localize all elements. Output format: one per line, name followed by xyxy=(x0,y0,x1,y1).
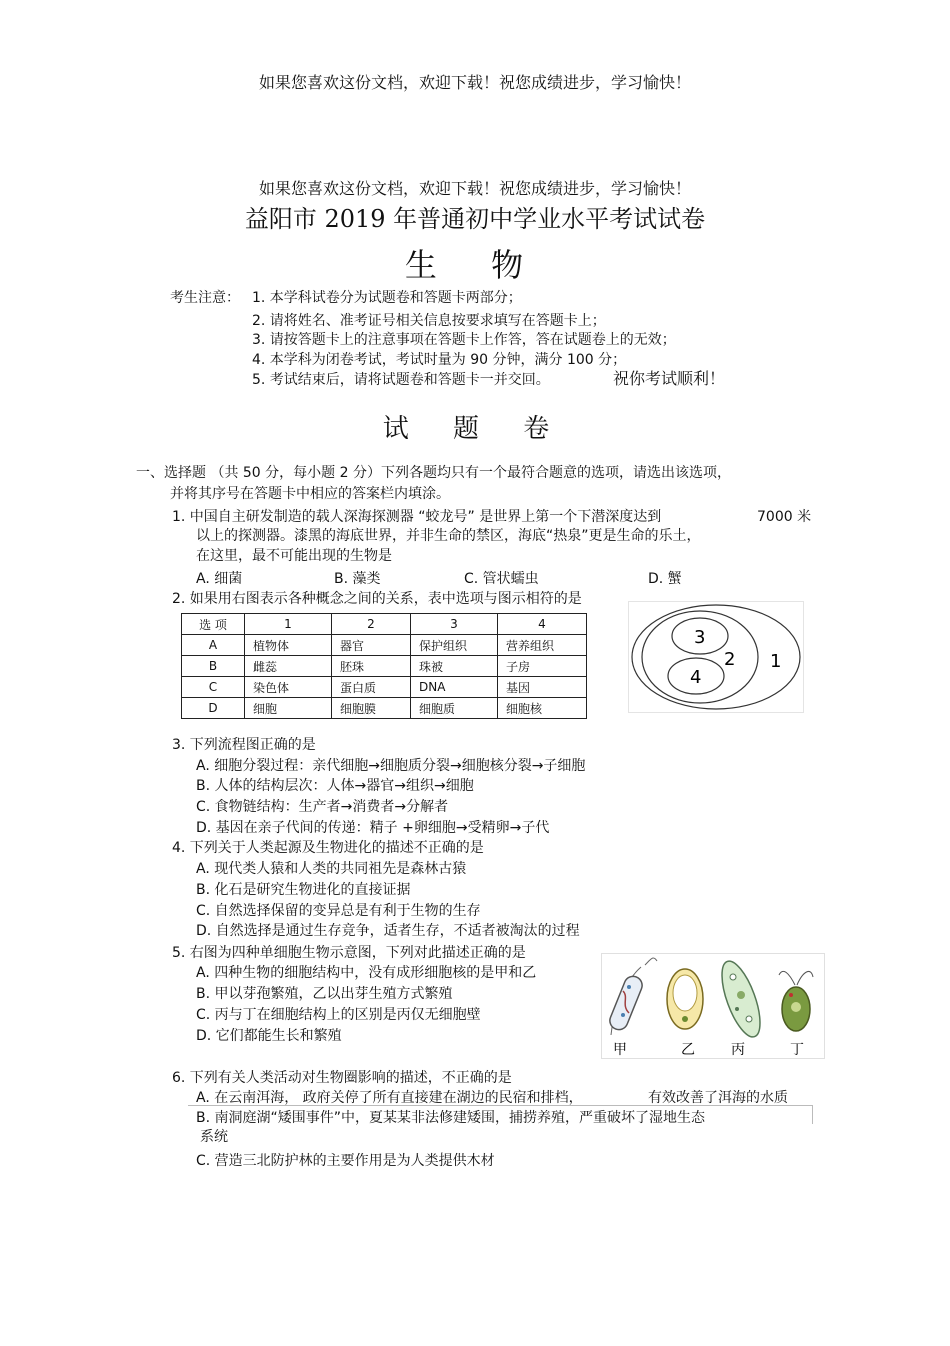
table-cell: 细胞膜 xyxy=(332,698,411,719)
table-cell: 子房 xyxy=(498,656,587,677)
table-cell: 保护组织 xyxy=(411,635,498,656)
q3-option-a: A. 细胞分裂过程：亲代细胞→细胞质分裂→细胞核分裂→子细胞 xyxy=(196,758,586,774)
notice-item-3: 3. 请按答题卡上的注意事项在答题卡上作答，答在试题卷上的无效； xyxy=(252,332,676,348)
table-cell: A xyxy=(182,635,245,656)
q1-line2: 以上的探测器。漆黑的海底世界，并非生命的禁区，海底“热泉”更是生命的乐土， xyxy=(196,528,701,544)
q3-stem: 3. 下列流程图正确的是 xyxy=(172,737,316,753)
section-title: 试 题 卷 xyxy=(382,414,568,444)
table-cell: 细胞质 xyxy=(411,698,498,719)
part1-line2: 并将其序号在答题卡中相应的答案栏内填涂。 xyxy=(170,486,450,502)
table-cell: 胚珠 xyxy=(332,656,411,677)
table-cell: 蛋白质 xyxy=(332,677,411,698)
venn-label-3: 3 xyxy=(694,627,706,648)
venn-label-2: 2 xyxy=(724,649,736,670)
table-cell: B xyxy=(182,656,245,677)
table-cell: 植物体 xyxy=(245,635,332,656)
banner-top: 如果您喜欢这份文档，欢迎下载！祝您成绩进步，学习愉快！ xyxy=(258,73,691,92)
q6-option-a: A. 在云南洱海， 政府关停了所有直接建在湖边的民宿和排档， xyxy=(196,1090,583,1106)
q5-option-d: D. 它们都能生长和繁殖 xyxy=(196,1028,342,1044)
q1-option-a: A. 细菌 xyxy=(196,571,243,587)
organism-ding-chlamydomonas xyxy=(779,971,813,1031)
q4-option-c: C. 自然选择保留的变异总是有利于生物的生存 xyxy=(196,903,481,919)
table-cell: C xyxy=(182,677,245,698)
organism-yi-yeast xyxy=(667,969,703,1029)
organism-label-ding: 丁 xyxy=(790,1042,804,1058)
q6-stem: 6. 下列有关人类活动对生物圈影响的描述，不正确的是 xyxy=(172,1070,512,1086)
q3-option-c: C. 食物链结构：生产者→消费者→分解者 xyxy=(196,799,449,815)
venn-label-1: 1 xyxy=(770,651,782,672)
notice-wish: 祝你考试顺利！ xyxy=(613,369,726,388)
organism-jia-bacterium xyxy=(607,958,657,1035)
q1-option-c: C. 管状蠕虫 xyxy=(464,571,539,587)
q6-option-a-tail: 有效改善了洱海的水质 xyxy=(648,1090,788,1106)
table-cell: 珠被 xyxy=(411,656,498,677)
q5-option-b: B. 甲以芽孢繁殖，乙以出芽生殖方式繁殖 xyxy=(196,986,453,1002)
notice-item-1: 1. 本学科试卷分为试题卷和答题卡两部分； xyxy=(252,290,522,306)
q3-option-b: B. 人体的结构层次：人体→器官→组织→细胞 xyxy=(196,778,474,794)
venn-circle-2 xyxy=(642,611,758,703)
q2-options-table xyxy=(181,613,587,719)
q6-option-c: C. 营造三北防护林的主要作用是为人类提供木材 xyxy=(196,1153,495,1169)
q1-line1: 1. 中国自主研发制造的载人深海探测器 “蛟龙号” 是世界上第一个下潜深度达到 xyxy=(172,509,662,525)
table-cell: D xyxy=(182,698,245,719)
q4-option-d: D. 自然选择是通过生存竞争，适者生存，不适者被淘汰的过程 xyxy=(196,923,580,939)
organism-label-bing: 丙 xyxy=(731,1042,745,1058)
q2-stem: 2. 如果用右图表示各种概念之间的关系，表中选项与图示相符的是 xyxy=(172,591,582,607)
q3-option-d: D. 基因在亲子代间的传递：精子 +卵细胞→受精卵→子代 xyxy=(196,820,550,836)
table-row xyxy=(182,656,587,677)
notice-item-4: 4. 本学科为闭卷考试，考试时量为 90 分钟，满分 100 分； xyxy=(252,352,627,368)
table-header-cell: 2 xyxy=(332,614,411,635)
table-cell: 基因 xyxy=(498,677,587,698)
table-header-cell: 选 项 xyxy=(182,614,245,635)
table-row xyxy=(182,677,587,698)
q5-stem: 5. 右图为四种单细胞生物示意图，下列对此描述正确的是 xyxy=(172,945,526,961)
table-header-cell: 1 xyxy=(245,614,332,635)
q6-option-b-cont: 系统 xyxy=(200,1129,228,1145)
banner-second: 如果您喜欢这份文档，欢迎下载！祝您成绩进步，学习愉快！ xyxy=(258,179,691,198)
part1-line1: 一、选择题 （共 50 分，每小题 2 分）下列各题均只有一个最符合题意的选项，请选出该选项， xyxy=(136,465,731,481)
venn-label-4: 4 xyxy=(690,667,702,688)
table-header-row xyxy=(182,614,587,635)
q5-option-a: A. 四种生物的细胞结构中，没有成形细胞核的是甲和乙 xyxy=(196,965,537,981)
table-cell: 细胞核 xyxy=(498,698,587,719)
organism-label-yi: 乙 xyxy=(681,1042,695,1058)
table-cell: DNA xyxy=(411,677,498,698)
q4-option-b: B. 化石是研究生物进化的直接证据 xyxy=(196,882,411,898)
q1-line3: 在这里，最不可能出现的生物是 xyxy=(196,548,392,564)
exam-title: 益阳市 2019 年普通初中学业水平考试试卷 xyxy=(244,205,706,233)
organism-bing-paramecium xyxy=(714,957,768,1042)
q1-option-d: D. 蟹 xyxy=(648,571,682,587)
q4-option-a: A. 现代类人猿和人类的共同祖先是森林古猿 xyxy=(196,861,467,877)
table-row xyxy=(182,698,587,719)
notice-label: 考生注意： xyxy=(170,290,240,306)
table-cell: 器官 xyxy=(332,635,411,656)
q1-number: 7000 米 xyxy=(757,509,812,525)
table-row xyxy=(182,635,587,656)
table-cell: 染色体 xyxy=(245,677,332,698)
q4-stem: 4. 下列关于人类起源及生物进化的描述不正确的是 xyxy=(172,840,484,856)
organism-label-jia: 甲 xyxy=(613,1042,627,1058)
concept-venn-diagram xyxy=(628,601,804,713)
table-cell: 营养组织 xyxy=(498,635,587,656)
table-header-cell: 3 xyxy=(411,614,498,635)
table-cell: 雌蕊 xyxy=(245,656,332,677)
notice-item-5: 5. 考试结束后，请将试题卷和答题卡一并交回。 xyxy=(252,372,550,388)
q1-option-b: B. 藻类 xyxy=(334,571,381,587)
table-header-cell: 4 xyxy=(498,614,587,635)
subject-title: 生 物 xyxy=(404,246,546,284)
table-cell: 细胞 xyxy=(245,698,332,719)
q5-option-c: C. 丙与丁在细胞结构上的区别是丙仅无细胞壁 xyxy=(196,1007,481,1023)
notice-item-2: 2. 请将姓名、准考证号相关信息按要求填写在答题卡上； xyxy=(252,313,606,329)
q6-option-b: B. 南洞庭湖“矮围事件”中，夏某某非法修建矮围，捕捞养殖，严重破坏了湿地生态 xyxy=(196,1110,706,1126)
single-cell-organisms-figure xyxy=(601,953,825,1059)
